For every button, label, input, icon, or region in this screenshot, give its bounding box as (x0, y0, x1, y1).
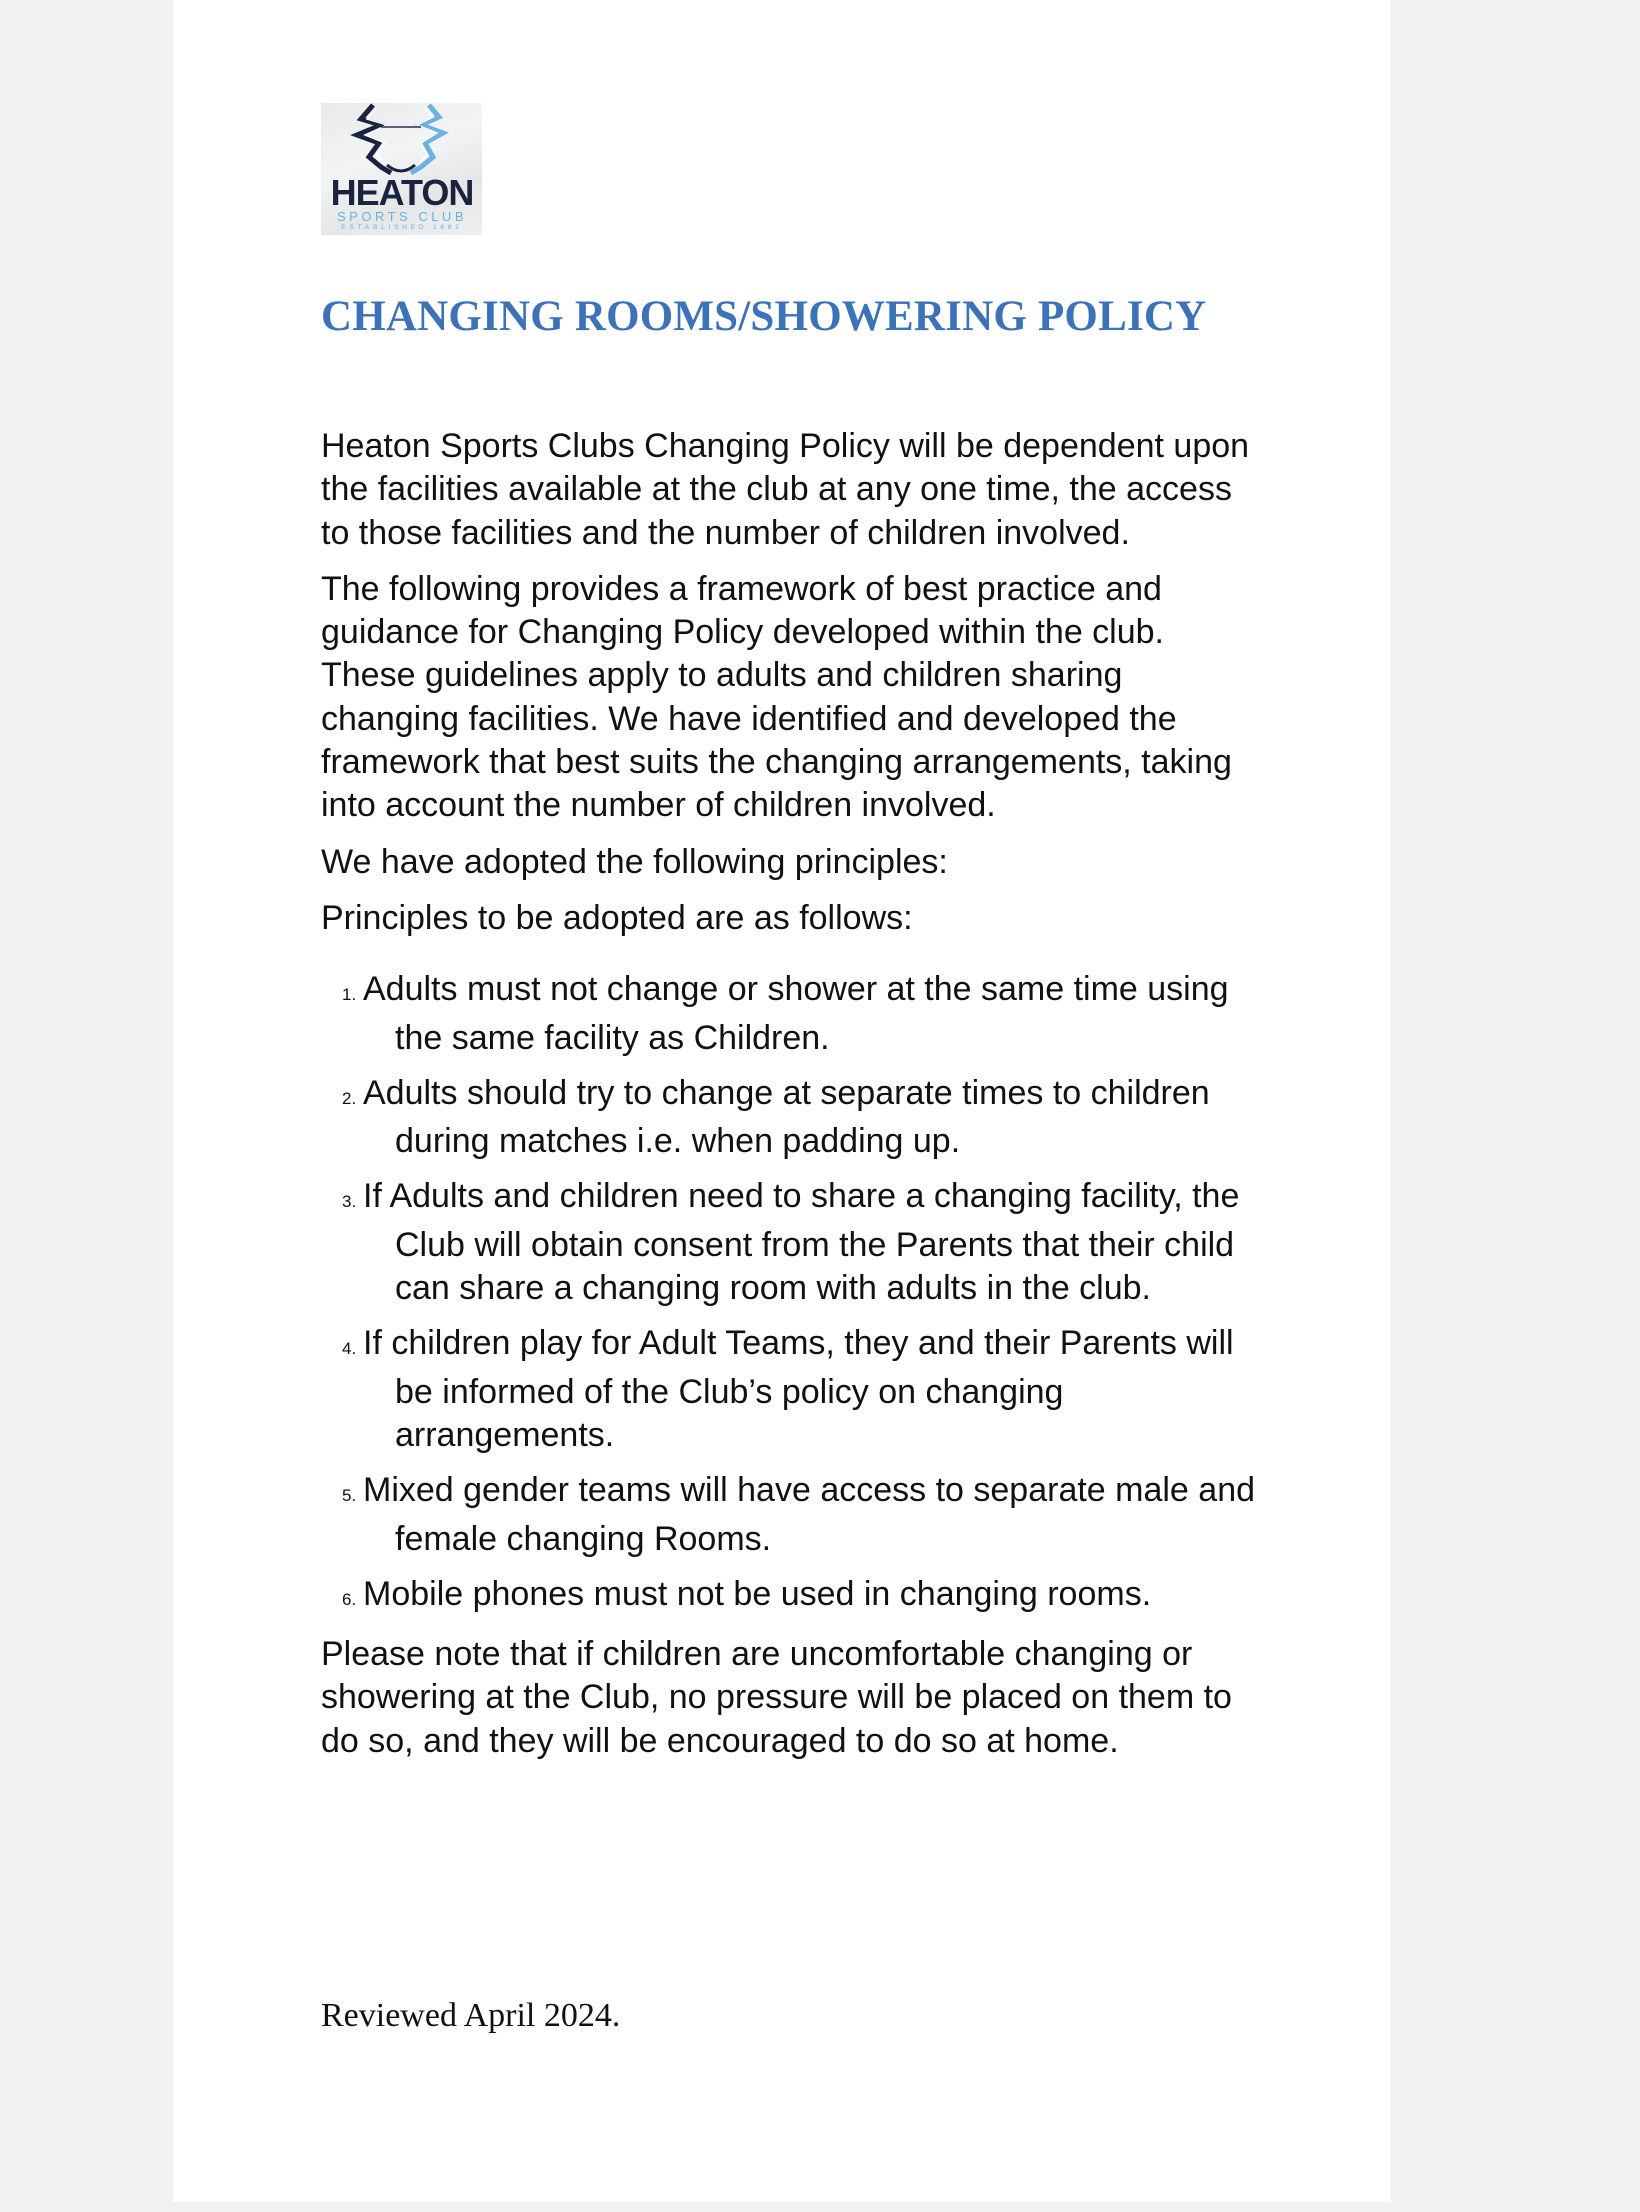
principle-text: Mobile phones must not be used in changing rooms. (363, 1574, 1152, 1613)
principle-text: Mixed gender teams will have access to separate male and female changing Rooms. (363, 1471, 1256, 1558)
review-date: Reviewed April 2024. (321, 1997, 621, 2034)
principle-text: Adults should try to change at separate times to children during matches i.e. when padding up. (363, 1073, 1210, 1161)
principle-number: 1. (342, 985, 357, 1005)
principle-number: 3. (342, 1192, 357, 1212)
logo-established: ESTABLISHED 1882 (341, 224, 463, 231)
document-body (321, 425, 1261, 1776)
principles-intro: We have adopted the following principles: (321, 842, 948, 881)
principle-text: Adults must not change or shower at the same time using the same facility as Children. (363, 970, 1229, 1057)
principles-heading: Principles to be adopted are as follows: (321, 898, 913, 937)
principle-item (321, 968, 1261, 1060)
framework-paragraph: The following provides a framework of best practice and guidance for Changing Policy developed within the club. These guidelines apply to adults and children sharing changing facilities. We have identified and developed the framework that best suits the changing arrangements, taking into account the number of children involved. (321, 569, 1232, 825)
principles-list (321, 968, 1261, 1621)
principle-text: If Adults and children need to share a changing facility, the Club will obtain consent from the Parents that their child can share a changing room with adults in the club. (363, 1177, 1240, 1308)
closing-note: Please note that if children are uncomfortable changing or showering at the Club, no pressure will be placed on them to do so, and they will be encouraged to do so at home. (321, 1635, 1232, 1760)
principle-item (321, 1322, 1261, 1457)
intro-paragraph: Heaton Sports Clubs Changing Policy will be dependent upon the facilities available at the club at any one time, the access to those facilities and the number of children involved. (321, 427, 1250, 552)
principle-text: If children play for Adult Teams, they and their Parents will be informed of the Club’s policy on changing arrangements. (363, 1324, 1234, 1454)
principle-item (321, 1469, 1261, 1561)
document-title: CHANGING ROOMS/SHOWERING POLICY (321, 293, 1207, 340)
principle-number: 4. (342, 1339, 357, 1359)
principle-item (321, 1175, 1261, 1310)
principle-number: 2. (342, 1088, 357, 1108)
principle-item (321, 1573, 1261, 1621)
principle-number: 6. (342, 1589, 357, 1609)
document-page (173, 0, 1391, 2202)
club-logo (321, 103, 482, 235)
logo-subtitle: SPORTS CLUB (336, 209, 467, 224)
principle-item (321, 1072, 1261, 1164)
principle-number: 5. (342, 1486, 357, 1506)
logo-wordmark: HEATON (330, 172, 474, 213)
